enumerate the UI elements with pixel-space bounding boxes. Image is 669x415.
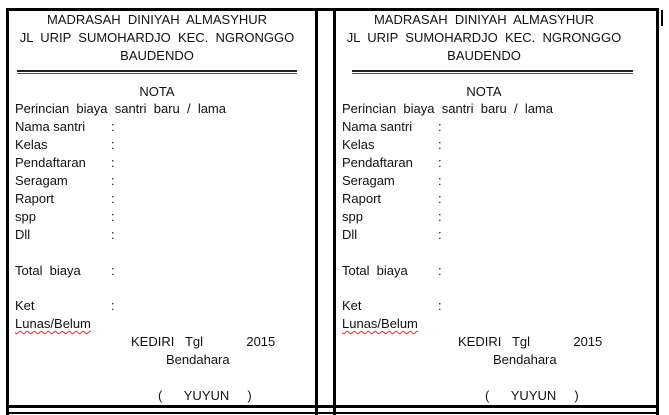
field-label: Pendaftaran xyxy=(15,155,86,170)
field-label: spp xyxy=(342,209,363,224)
school-name: MADRASAH DINIYAH ALMASYHUR xyxy=(373,12,595,27)
field-sep: : xyxy=(111,119,115,134)
field-label: Pendaftaran xyxy=(342,155,413,170)
treasurer-role: Bendahara xyxy=(166,352,230,367)
total-sep: : xyxy=(111,263,115,278)
school-address: JL URIP SUMOHARDJO KEC. NGRONGGO xyxy=(346,30,622,45)
field-label: Seragam xyxy=(342,173,395,188)
divider-left xyxy=(315,8,318,415)
total-sep: : xyxy=(438,263,442,278)
school-village: BAUDENDO xyxy=(447,48,521,63)
field-label: Seragam xyxy=(15,173,68,188)
nota-right xyxy=(327,0,627,415)
field-sep: : xyxy=(111,209,115,224)
nota-subtitle: Perincian biaya santri baru / lama xyxy=(342,101,553,116)
school-address: JL URIP SUMOHARDJO KEC. NGRONGGO xyxy=(19,30,295,45)
field-sep: : xyxy=(111,227,115,242)
field-sep: : xyxy=(111,191,115,206)
treasurer-signature: ( YUYUN ) xyxy=(158,388,252,403)
total-label: Total biaya xyxy=(15,263,81,278)
treasurer-signature: ( YUYUN ) xyxy=(485,388,579,403)
field-sep: : xyxy=(438,119,442,134)
school-name: MADRASAH DINIYAH ALMASYHUR xyxy=(46,12,268,27)
header-rule xyxy=(352,70,633,74)
field-sep: : xyxy=(111,137,115,152)
ket-label: Ket xyxy=(342,298,362,313)
field-label: Kelas xyxy=(15,137,48,152)
total-label: Total biaya xyxy=(342,263,408,278)
field-label: Dll xyxy=(15,227,31,242)
school-village: BAUDENDO xyxy=(120,48,194,63)
field-label: Nama santri xyxy=(342,119,413,134)
ket-label: Ket xyxy=(15,298,35,313)
nota-left xyxy=(0,0,300,415)
payment-status: Lunas/Belum xyxy=(342,316,418,331)
field-sep: : xyxy=(438,155,442,170)
field-sep: : xyxy=(438,209,442,224)
field-label: Raport xyxy=(342,191,382,206)
field-label: Raport xyxy=(15,191,55,206)
field-sep: : xyxy=(438,227,442,242)
treasurer-role: Bendahara xyxy=(493,352,557,367)
nota-title: NOTA xyxy=(466,84,502,99)
field-label: Nama santri xyxy=(15,119,86,134)
ket-sep: : xyxy=(438,298,442,313)
payment-status: Lunas/Belum xyxy=(15,316,91,331)
border-mark xyxy=(661,10,663,26)
field-sep: : xyxy=(438,173,442,188)
field-sep: : xyxy=(111,155,115,170)
place-date: KEDIRI Tgl 2015 xyxy=(458,334,603,349)
field-sep: : xyxy=(111,173,115,188)
nota-title: NOTA xyxy=(139,84,175,99)
header-rule xyxy=(17,70,297,74)
ket-sep: : xyxy=(111,298,115,313)
field-label: spp xyxy=(15,209,36,224)
field-sep: : xyxy=(438,137,442,152)
border-right xyxy=(656,8,659,415)
field-label: Kelas xyxy=(342,137,375,152)
field-label: Dll xyxy=(342,227,358,242)
nota-subtitle: Perincian biaya santri baru / lama xyxy=(15,101,226,116)
place-date: KEDIRI Tgl 2015 xyxy=(131,334,276,349)
field-sep: : xyxy=(438,191,442,206)
